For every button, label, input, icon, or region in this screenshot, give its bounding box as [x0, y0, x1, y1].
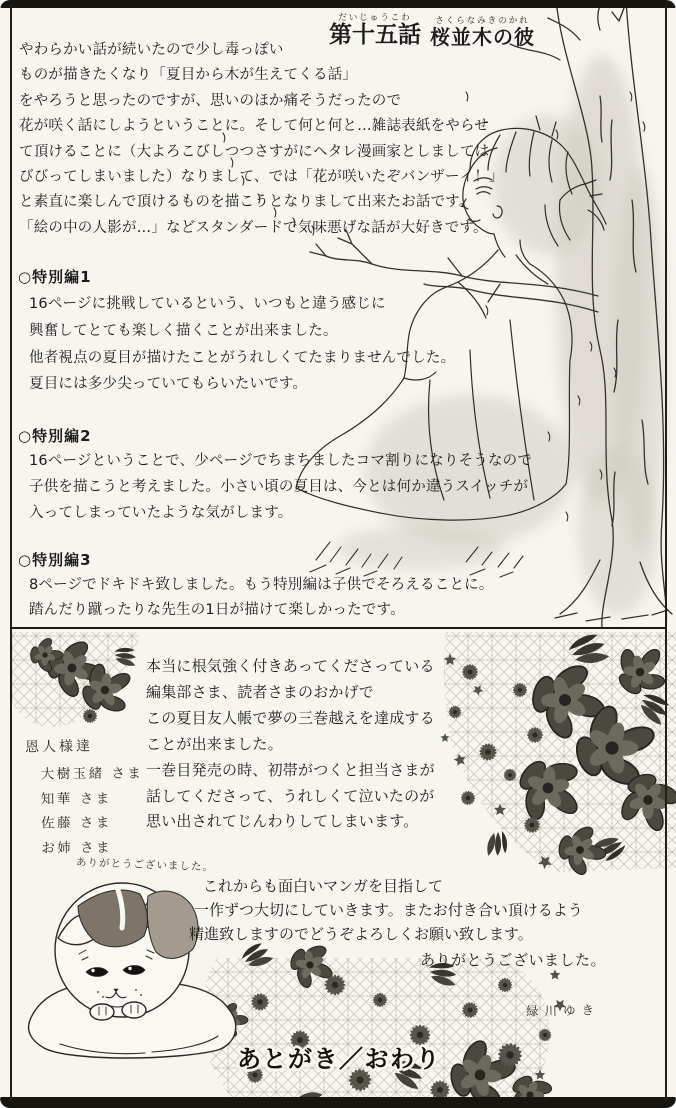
thanks-line: 話してくださって、うれしくて泣いたのが [146, 786, 435, 805]
special-1-line: 他者視点の夏目が描けたことがうれしくてたまりませんでした。 [29, 349, 456, 366]
section-divider-line [11, 627, 666, 629]
intro-line: 「絵の中の人影が…」などスタンダードで気味悪げな話が大好きです。 [19, 219, 488, 236]
thanks-line: 思い出されてじんわりしてしまいます。 [146, 812, 419, 831]
benefactors-list [41, 762, 145, 861]
flower-cluster-left [10, 632, 144, 727]
intro-paragraph [19, 38, 504, 241]
chapter-name-furigana: さくらなみきのかれ [435, 16, 530, 26]
page-border-left [10, 5, 12, 1101]
special-3-line: 8ページでドキドキ致しました。もう特別編は子供でそろえることに。 [29, 577, 494, 593]
closing-thanks: ありがとうございました。 [420, 951, 607, 969]
benefactor-name: 大樹玉緒 さま [40, 765, 144, 783]
intro-line: をやろうと思ったのですが、思いのほか痛そうだったので [19, 92, 402, 109]
special-1-line: 16ページに挑戦しているという、いつもと違う感じに [29, 296, 386, 312]
benefactor-name: お姉 さま [41, 839, 113, 857]
page-border-top [0, 0, 676, 8]
special-3-body [29, 573, 494, 624]
special-2-line: 16ページということで、少ページでちまちましたコマ割りになりそうなので [29, 453, 533, 469]
intro-line: 花が咲く話にしようということに。そして何と何と…雑誌表紙をやらせ [19, 118, 489, 135]
special-1-line: 興奮してとても楽しく描くことが出来ました。 [29, 322, 338, 339]
thanks-paragraph [146, 654, 435, 835]
thanks-line: この夏目友人帳で夢の三巻越えを達成する [146, 708, 435, 727]
special-2-line: 入ってしまっていたような気がします。 [29, 505, 293, 522]
special-1-heading: ○特別編1 [18, 268, 92, 286]
bird-sketch-icon [612, 8, 624, 21]
closing-line: これからも面白いマンガを目指して [203, 877, 444, 895]
intro-line: と素直に楽しんで頂けるものを描こうとなりまして出来たお話です。 [19, 194, 474, 211]
special-2-body [29, 448, 532, 527]
thanks-line: 本当に根気強く付きあってくださっている [146, 657, 435, 675]
chapter-number-furigana: だいじゅうこわ [338, 13, 412, 23]
benefactors-thanks-note: ありがとうございました。 [75, 856, 215, 874]
special-2-line: 子供を描こうと考えました。小さい頃の夏目は、今とは何か違うスイッチが [29, 479, 529, 496]
special-1-line: 夏目には多少尖っていてもらいたいです。 [29, 376, 308, 393]
benefactors-heading: 恩人様達 [24, 738, 94, 756]
thanks-line: ことが出来ました。 [146, 734, 283, 753]
chapter-name: さくらなみきのかれ 桜並木の彼 [430, 16, 535, 49]
special-2-heading: ○特別編2 [18, 427, 92, 445]
thanks-line: 編集部さま、読者さまのおかげで [146, 682, 375, 701]
special-1-body [29, 291, 455, 398]
flower-cluster-right [440, 632, 676, 882]
intro-line: て頂けることに（大よろこびしつつさすがにヘタレ漫画家としましては [19, 143, 490, 160]
intro-line: やわらかい話が続いたので少し毒っぽい [19, 42, 284, 58]
intro-line: びびってしまいました）なりまして、では「花が咲いたぞバンザーイ！」 [19, 169, 504, 186]
intro-line: ものが描きたくなり「夏目から木が生えてくる話」 [19, 67, 358, 84]
page-border-right [665, 5, 667, 1101]
closing-line: 精進致しますのでどうぞよろしくお願い致します。 [189, 925, 533, 943]
afterword-end-label: あとがき／おわり [237, 1045, 441, 1073]
page-border-bottom [0, 1097, 676, 1108]
closing-line: 一作ずつ大切にしていきます。またお付き合い頂けるよう [194, 901, 583, 919]
special-3-heading: ○特別編3 [18, 551, 92, 569]
special-3-line: 踏んだり蹴ったりな先生の1日が描けて楽しかったです。 [29, 602, 405, 619]
benefactor-name: 佐藤 さま [41, 815, 112, 832]
chapter-number: だいじゅうこわ 第十五話 [329, 13, 421, 48]
benefactor-name: 知華 さま [40, 790, 112, 808]
author-signature: 緑川ゆき [525, 1002, 601, 1019]
thanks-line: 一巻目発売の時、初帯がつくと担当さまが [146, 760, 435, 779]
